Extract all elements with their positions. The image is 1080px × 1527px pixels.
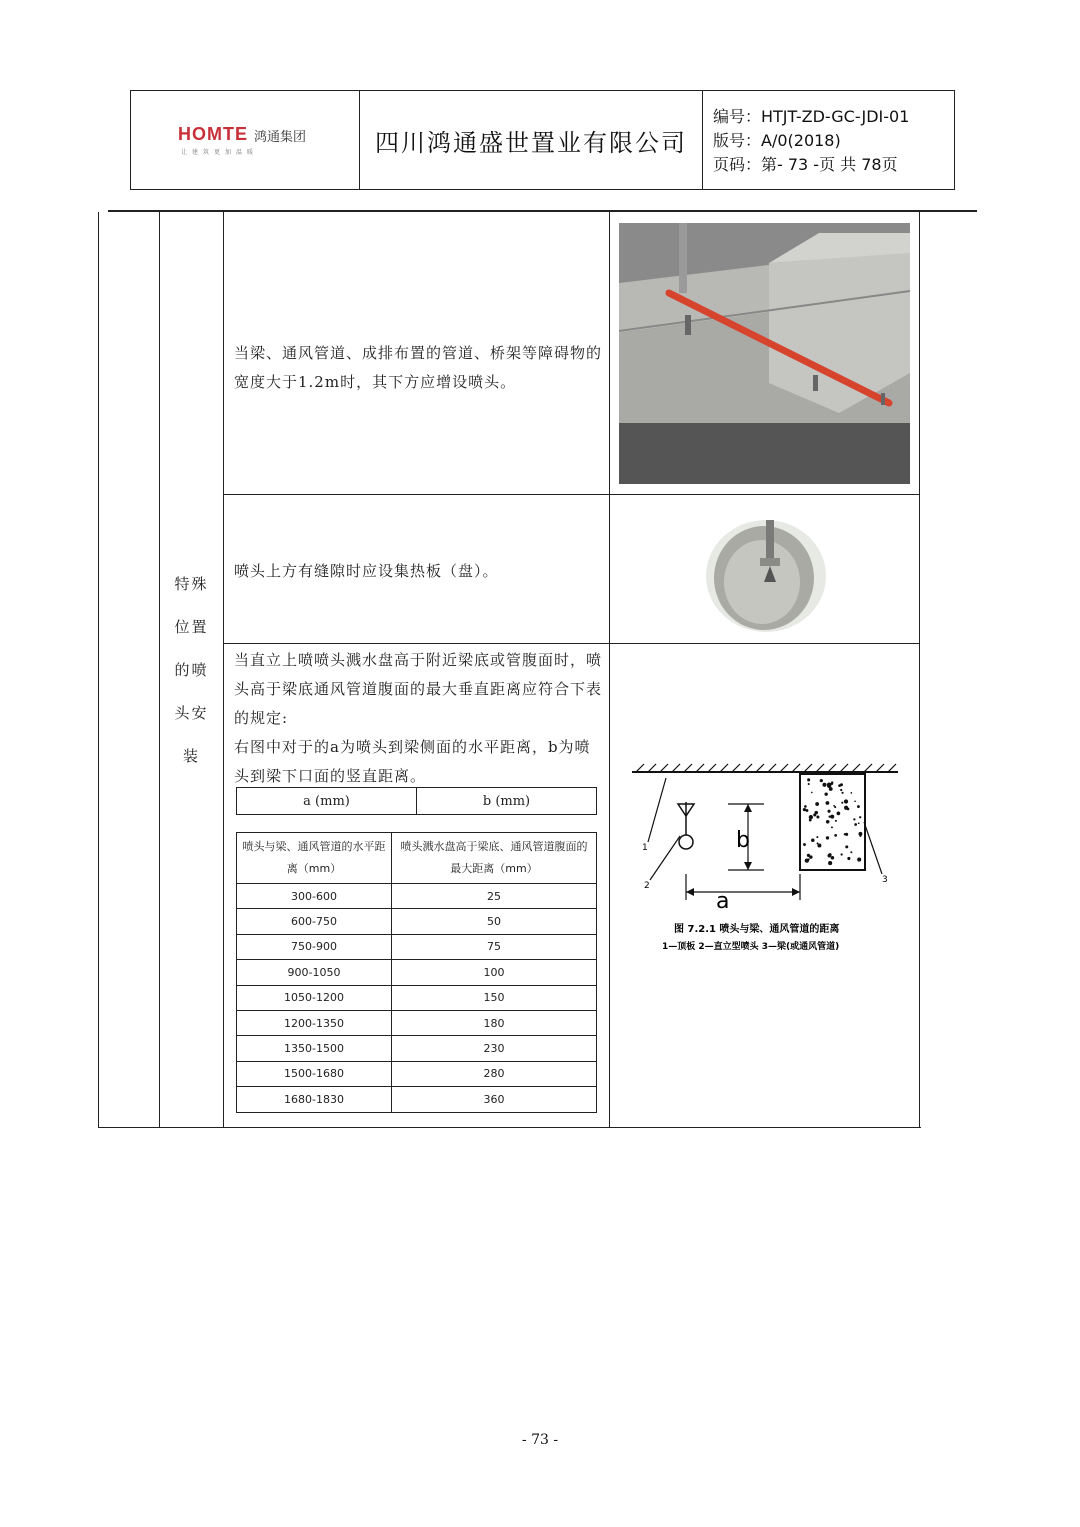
row3-note: 右图中对于的a为喷头到梁侧面的水平距离，b为喷头到梁下口面的竖直距离。 — [234, 738, 591, 785]
diagram-label-b: b — [736, 828, 750, 853]
row2-text: 喷头上方有缝隙时应设集热板（盘）。 — [234, 562, 499, 580]
distance-a-cell: 1680-1830 — [237, 1087, 392, 1112]
table-row — [237, 934, 597, 959]
spacing-table — [236, 832, 597, 1113]
heat-collector-photo — [704, 512, 828, 634]
company-name: 四川鸿通盛世置业有限公司 — [360, 91, 703, 189]
ab-table — [236, 787, 597, 815]
distance-b-cell: 360 — [392, 1087, 597, 1112]
document-header — [130, 90, 955, 190]
table-row — [237, 1036, 597, 1061]
spacing-header-left: 喷头与梁、通风管道的水平距离（mm） — [237, 833, 392, 884]
table-row — [237, 1087, 597, 1112]
distance-b-cell: 50 — [392, 909, 597, 934]
logo-chinese-name: 鸿通集团 — [254, 130, 307, 145]
distance-a-cell: 750-900 — [237, 934, 392, 959]
doc-number: 编号：HTJT-ZD-GC-JDⅠ-01 — [713, 107, 910, 126]
distance-b-cell: 180 — [392, 1010, 597, 1035]
section-label-line: 装 — [182, 747, 200, 765]
duct-sprinkler-photo — [619, 223, 910, 484]
document-meta — [703, 91, 954, 189]
diagram-legend: 1—顶板 2—直立型喷头 3—梁(或通风管道) — [662, 942, 840, 952]
distance-a-cell: 1500-1680 — [237, 1061, 392, 1086]
diagram-label-1: 1 — [642, 843, 648, 853]
section-label-line: 特殊 — [174, 575, 209, 593]
table-row — [237, 1061, 597, 1086]
table-row — [237, 985, 597, 1010]
section-label-line: 的喷 — [174, 661, 209, 679]
table-row — [237, 960, 597, 985]
logo-wordmark: HOMTE — [178, 124, 248, 144]
diagram-label-2: 2 — [644, 881, 650, 891]
ab-col-b: b (mm) — [417, 788, 597, 815]
page-info: 页码：第- 73 -页 共 78页 — [713, 155, 898, 174]
distance-b-cell: 150 — [392, 985, 597, 1010]
distance-a-cell: 900-1050 — [237, 960, 392, 985]
distance-a-cell: 1050-1200 — [237, 985, 392, 1010]
diagram-label-3: 3 — [882, 875, 888, 885]
diagram-caption: 图 7.2.1 喷头与梁、通风管道的距离 — [674, 924, 840, 935]
distance-b-cell: 230 — [392, 1036, 597, 1061]
section-label — [160, 563, 223, 778]
distance-b-cell: 100 — [392, 960, 597, 985]
distance-a-cell: 1350-1500 — [237, 1036, 392, 1061]
table-row — [237, 1010, 597, 1035]
distance-b-cell: 75 — [392, 934, 597, 959]
ab-col-a: a (mm) — [237, 788, 417, 815]
distance-a-cell: 300-600 — [237, 884, 392, 909]
logo-slogan: 让建筑更加温暖 — [181, 149, 259, 156]
distance-b-cell: 280 — [392, 1061, 597, 1086]
spacing-header-right: 喷头溅水盘高于梁底、通风管道腹面的最大距离（mm） — [392, 833, 597, 884]
section-label-line: 位置 — [174, 618, 209, 636]
distance-a-cell: 600-750 — [237, 909, 392, 934]
company-logo — [131, 91, 360, 189]
table-row — [237, 909, 597, 934]
sprinkler-distance-diagram — [628, 762, 908, 962]
distance-a-cell: 1200-1350 — [237, 1010, 392, 1035]
page-number: - 73 - — [521, 1432, 559, 1448]
table-row — [237, 884, 597, 909]
row3-text: 当直立上喷喷头溅水盘高于附近梁底或管腹面时，喷头高于梁底通风管道腹面的最大垂直距离应符合下表的规定: — [234, 651, 603, 727]
doc-version: 版号：A/0(2018) — [713, 131, 841, 150]
row1-text: 当梁、通风管道、成排布置的管道、桥架等障碍物的宽度大于1.2m时，其下方应增设喷头。 — [234, 344, 603, 391]
section-label-line: 头安 — [174, 704, 209, 722]
distance-b-cell: 25 — [392, 884, 597, 909]
diagram-label-a: a — [716, 889, 730, 914]
